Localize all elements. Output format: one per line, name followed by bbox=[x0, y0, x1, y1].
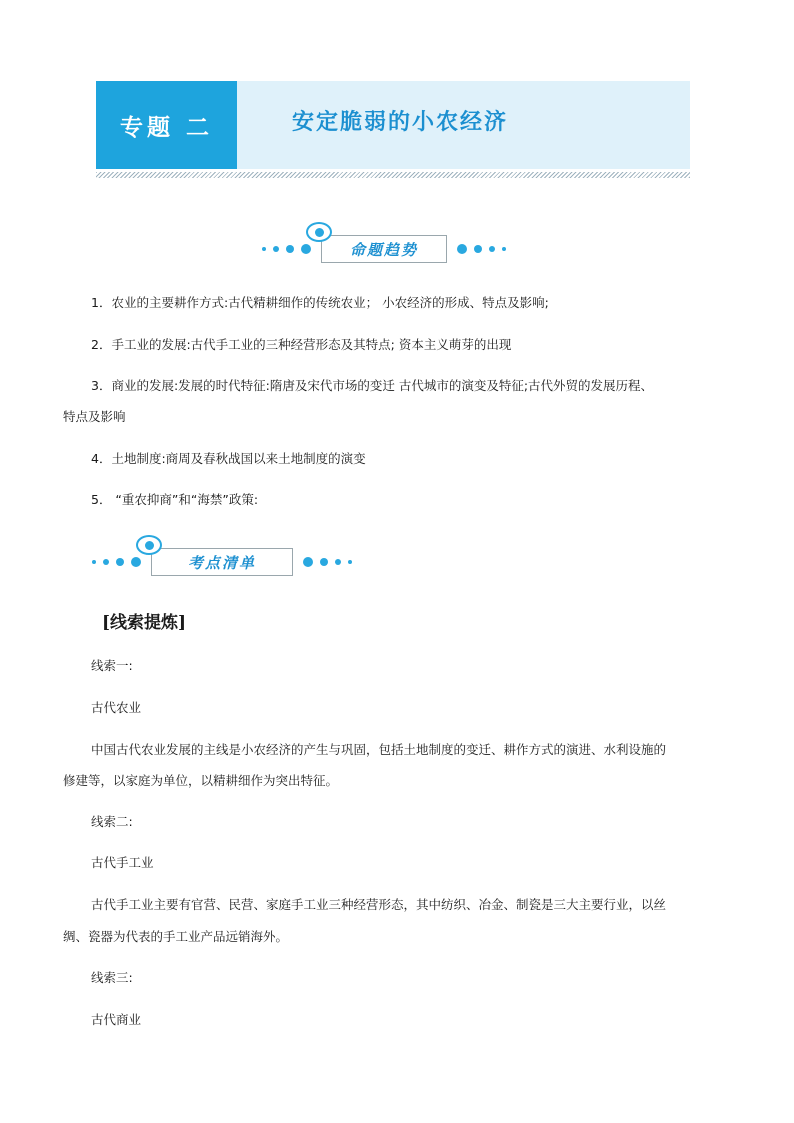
dots-left bbox=[92, 557, 141, 567]
topic-banner bbox=[96, 81, 690, 169]
dots-right bbox=[457, 244, 506, 254]
trend-item: 1．农业的主要耕作方式:古代精耕细作的传统农业； 小农经济的形成、特点及影响; bbox=[91, 295, 549, 310]
clue-text: 古代手工业主要有官营、民营、家庭手工业三种经营形态，其中纺织、冶金、制瓷是三大主要行业，以丝 bbox=[91, 897, 667, 912]
eye-icon bbox=[136, 535, 162, 555]
section-badge-trend bbox=[262, 235, 506, 263]
clue-title: 古代手工业 bbox=[91, 855, 154, 870]
section-title-trend: 命题趋势 bbox=[349, 240, 418, 259]
clue-label: 线索三: bbox=[91, 970, 133, 985]
clue-heading: [线索提炼] bbox=[102, 613, 187, 633]
trend-item: 2．手工业的发展:古代手工业的三种经营形态及其特点; 资本主义萌芽的出现 bbox=[91, 337, 512, 352]
clue-text-continuation: 绸、瓷器为代表的手工业产品远销海外。 bbox=[63, 929, 289, 944]
trend-item: 5． “重农抑商”和“海禁”政策: bbox=[91, 492, 259, 507]
section-badge-box bbox=[151, 548, 293, 576]
trend-item: 3．商业的发展:发展的时代特征:隋唐及宋代市场的变迁 古代城市的演变及特征;古代外贸的发展历程、 bbox=[91, 378, 654, 393]
topic-title: 安定脆弱的小农经济 bbox=[292, 109, 509, 135]
trend-item: 4．土地制度:商周及春秋战国以来土地制度的演变 bbox=[91, 451, 366, 466]
topic-number-block bbox=[96, 81, 237, 169]
clue-text-continuation: 修建等，以家庭为单位，以精耕细作为突出特征。 bbox=[63, 773, 339, 788]
clue-title: 古代商业 bbox=[91, 1012, 142, 1027]
dots-left bbox=[262, 244, 311, 254]
clue-text: 中国古代农业发展的主线是小农经济的产生与巩固，包括土地制度的变迁、耕作方式的演进、水利设施的 bbox=[91, 742, 667, 757]
section-badge-checklist bbox=[92, 548, 352, 576]
dots-right bbox=[303, 557, 352, 567]
eye-icon bbox=[306, 222, 332, 242]
clue-label: 线索一: bbox=[91, 658, 133, 673]
section-title-checklist: 考点清单 bbox=[187, 553, 256, 572]
clue-title: 古代农业 bbox=[91, 700, 142, 715]
banner-stripe-divider bbox=[96, 172, 690, 178]
topic-number: 专题 二 bbox=[119, 113, 213, 141]
trend-item-continuation: 特点及影响 bbox=[63, 409, 126, 424]
clue-label: 线索二: bbox=[91, 814, 133, 829]
section-badge-box bbox=[321, 235, 447, 263]
